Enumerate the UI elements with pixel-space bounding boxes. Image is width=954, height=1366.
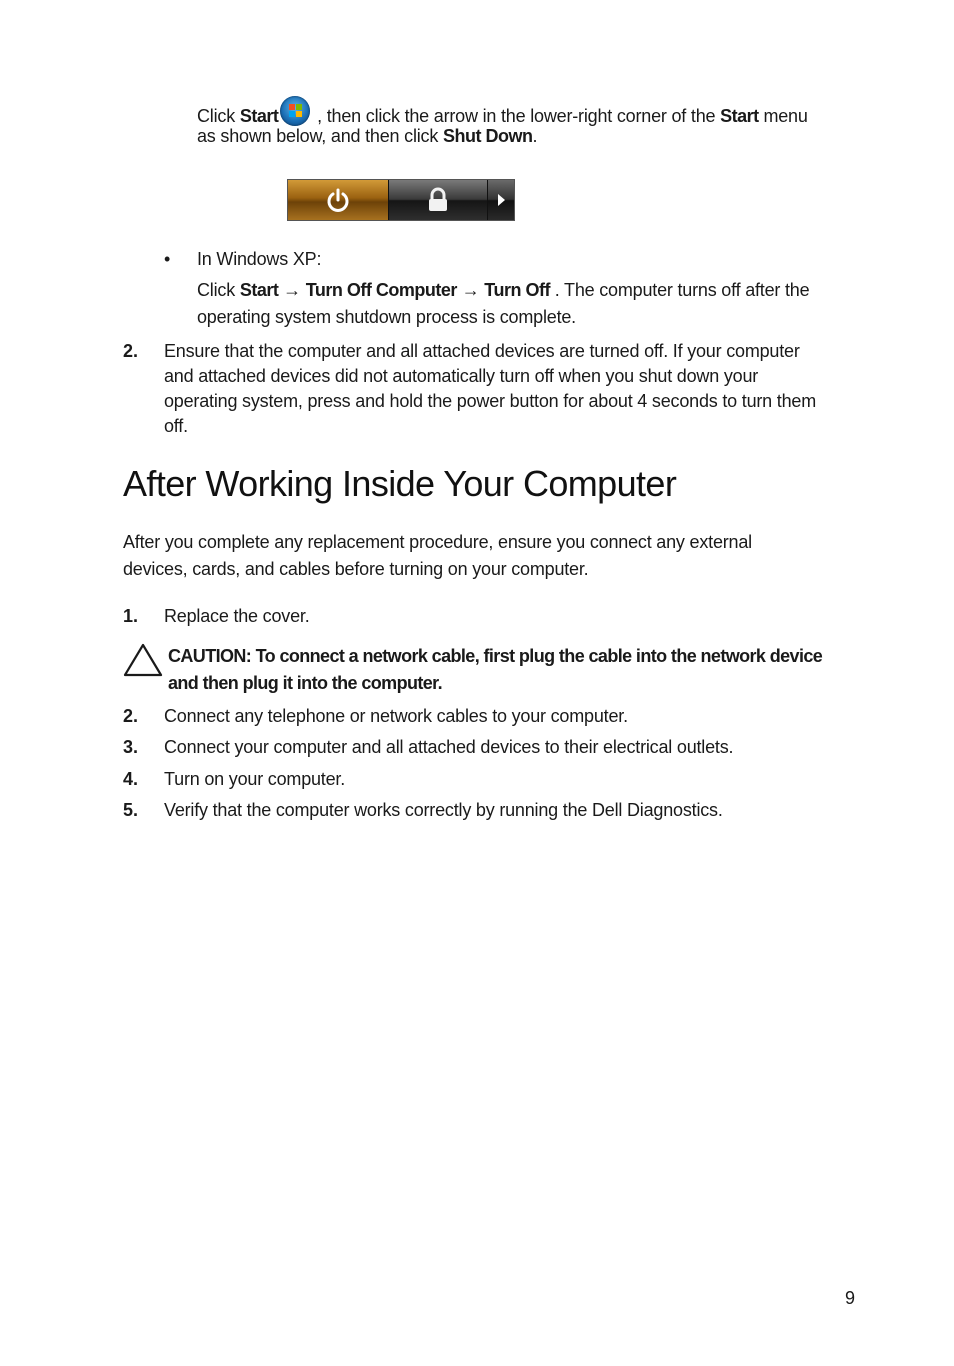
caution-line: and then plug it into the computer.: [168, 673, 442, 693]
text: as shown below, and then click: [197, 126, 443, 146]
step-number: 2.: [123, 341, 139, 361]
step-number: 2.: [123, 706, 139, 726]
step-line: Ensure that the computer and all attached devices are turned off. If your computer: [164, 341, 800, 361]
arrow: →: [278, 280, 306, 300]
start-label: Start: [239, 106, 279, 126]
turn-off-label: Turn Off: [484, 280, 550, 300]
arrow-right-icon: [496, 193, 506, 207]
text: .: [532, 126, 538, 146]
step-line: operating system, press and hold the power button for about 4 seconds to turn them: [164, 391, 816, 411]
xp-line-1: [197, 278, 877, 303]
text: Click: [197, 106, 240, 126]
step-text: Connect your computer and all attached devices to their electrical outlets.: [164, 737, 734, 757]
section-title: After Working Inside Your Computer: [123, 463, 677, 504]
step-line: and attached devices did not automatically turn off when you shut down your: [164, 366, 759, 386]
step-text: Verify that the computer works correctly by running the Dell Diagnostics.: [164, 800, 723, 820]
shut-down-label: Shut Down: [442, 126, 533, 146]
intro-line: devices, cards, and cables before turning on your computer.: [123, 559, 589, 579]
text: Click: [197, 280, 240, 300]
page-number: 9: [845, 1288, 855, 1308]
text: . The computer turns off after the: [549, 280, 810, 300]
arrow: →: [456, 280, 485, 300]
caution-line: CAUTION: To connect a network cable, first plug the cable into the network device: [168, 646, 823, 666]
start-label: Start: [239, 280, 279, 300]
xp-line-2: operating system shutdown process is complete.: [197, 307, 576, 327]
text: menu: [758, 106, 808, 126]
step-text: Replace the cover.: [164, 606, 310, 626]
shutdown-options-arrow[interactable]: [488, 180, 514, 220]
power-icon: [325, 187, 351, 213]
step-text: Turn on your computer.: [164, 769, 346, 789]
turn-off-computer-label: Turn Off Computer: [305, 280, 457, 300]
step-text: Connect any telephone or network cables to your computer.: [164, 706, 628, 726]
lock-button[interactable]: [389, 180, 488, 220]
step-line: off.: [164, 416, 188, 436]
step-number: 1.: [123, 606, 139, 626]
shutdown-button[interactable]: [288, 180, 389, 220]
caution-text: [168, 644, 888, 696]
intro-line: After you complete any replacement procedure, ensure you connect any external: [123, 532, 752, 552]
step-line-2: [197, 124, 877, 149]
start-menu-label: Start: [720, 106, 759, 126]
lock-icon: [426, 187, 450, 213]
step-number: 5.: [123, 800, 139, 820]
text: , then click the arrow in the lower-right corner of the: [312, 106, 721, 126]
step-number: 4.: [123, 769, 139, 789]
xp-heading: In Windows XP:: [197, 249, 322, 269]
step-text: [164, 339, 884, 439]
intro-paragraph: [123, 530, 883, 582]
shutdown-bar: [287, 179, 515, 221]
warning-triangle-icon: [123, 643, 163, 677]
windows-start-icon: [280, 96, 310, 126]
bullet: •: [164, 249, 171, 269]
step-number: 3.: [123, 737, 139, 757]
